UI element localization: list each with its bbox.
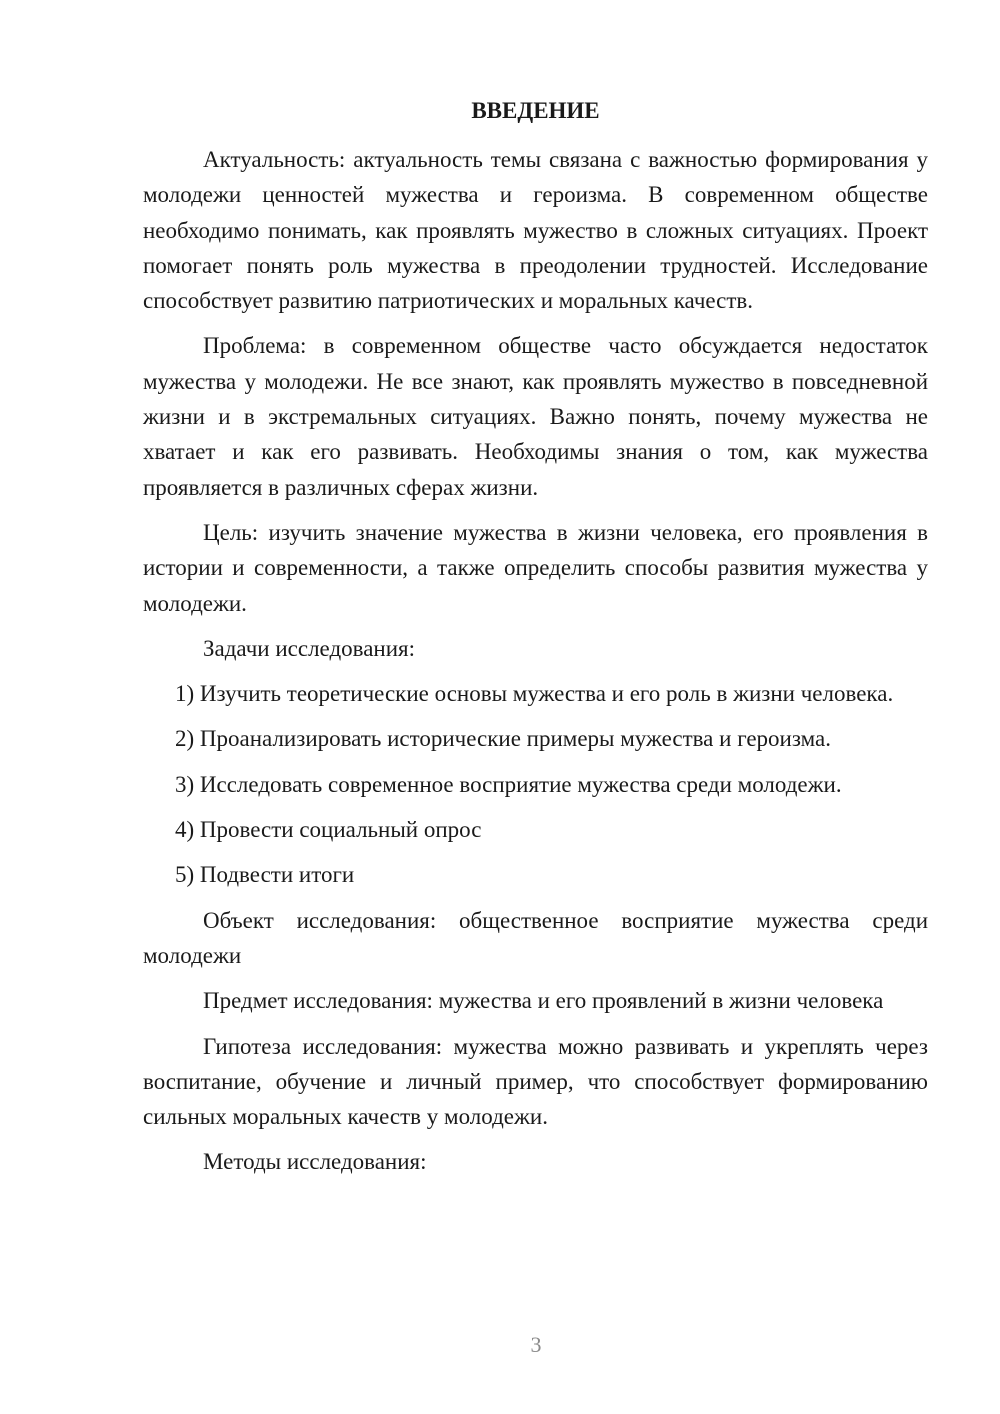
goal-paragraph: Цель: изучить значение мужества в жизни человека, его проявления в истории и современности, а также определить способы развития мужества у молодежи. (143, 519, 928, 616)
page-number: 3 (530, 1332, 542, 1357)
section-heading: ВВЕДЕНИЕ (471, 98, 600, 123)
methods-heading: Методы исследования: (203, 1149, 427, 1175)
relevance-paragraph: Актуальность: актуальность темы связана с важностью формирования у молодежи ценностей мужества и героизма. В современном обществе необходимо понимать, как проявлять мужество в сложных ситуациях. Проект помогает понять роль мужества в преодолении трудностей. Исследование способствует развитию патриотических и моральных качеств. (143, 147, 928, 314)
subject-paragraph: Предмет исследования: мужества и его проявлений в жизни человека (203, 988, 884, 1014)
task-item: 5) Подвести итоги (175, 862, 355, 888)
problem-paragraph: Проблема: в современном обществе часто обсуждается недостаток мужества у молодежи. Не все знают, как проявлять мужество в повседневной жизни и в экстремальных ситуациях. Важно понять, почему мужества не хватает и как его развивать. Необходимы знания о том, как мужества проявляется в различных сферах жизни. (143, 333, 928, 500)
document-page (143, 92, 928, 1190)
task-item: 3) Исследовать современное восприятие мужества среди молодежи. (175, 771, 842, 797)
object-paragraph: Объект исследования: общественное восприятие мужества среди молодежи (143, 907, 928, 968)
task-item: 1) Изучить теоретические основы мужества и его роль в жизни человека. (175, 681, 894, 707)
task-item: 2) Проанализировать исторические примеры мужества и героизма. (175, 726, 831, 752)
tasks-heading: Задачи исследования: (203, 635, 416, 661)
hypothesis-paragraph: Гипотеза исследования: мужества можно развивать и укреплять через воспитание, обучение и личный пример, что способствует формированию сильных моральных качеств у молодежи. (143, 1033, 928, 1130)
task-item: 4) Провести социальный опрос (175, 817, 482, 843)
